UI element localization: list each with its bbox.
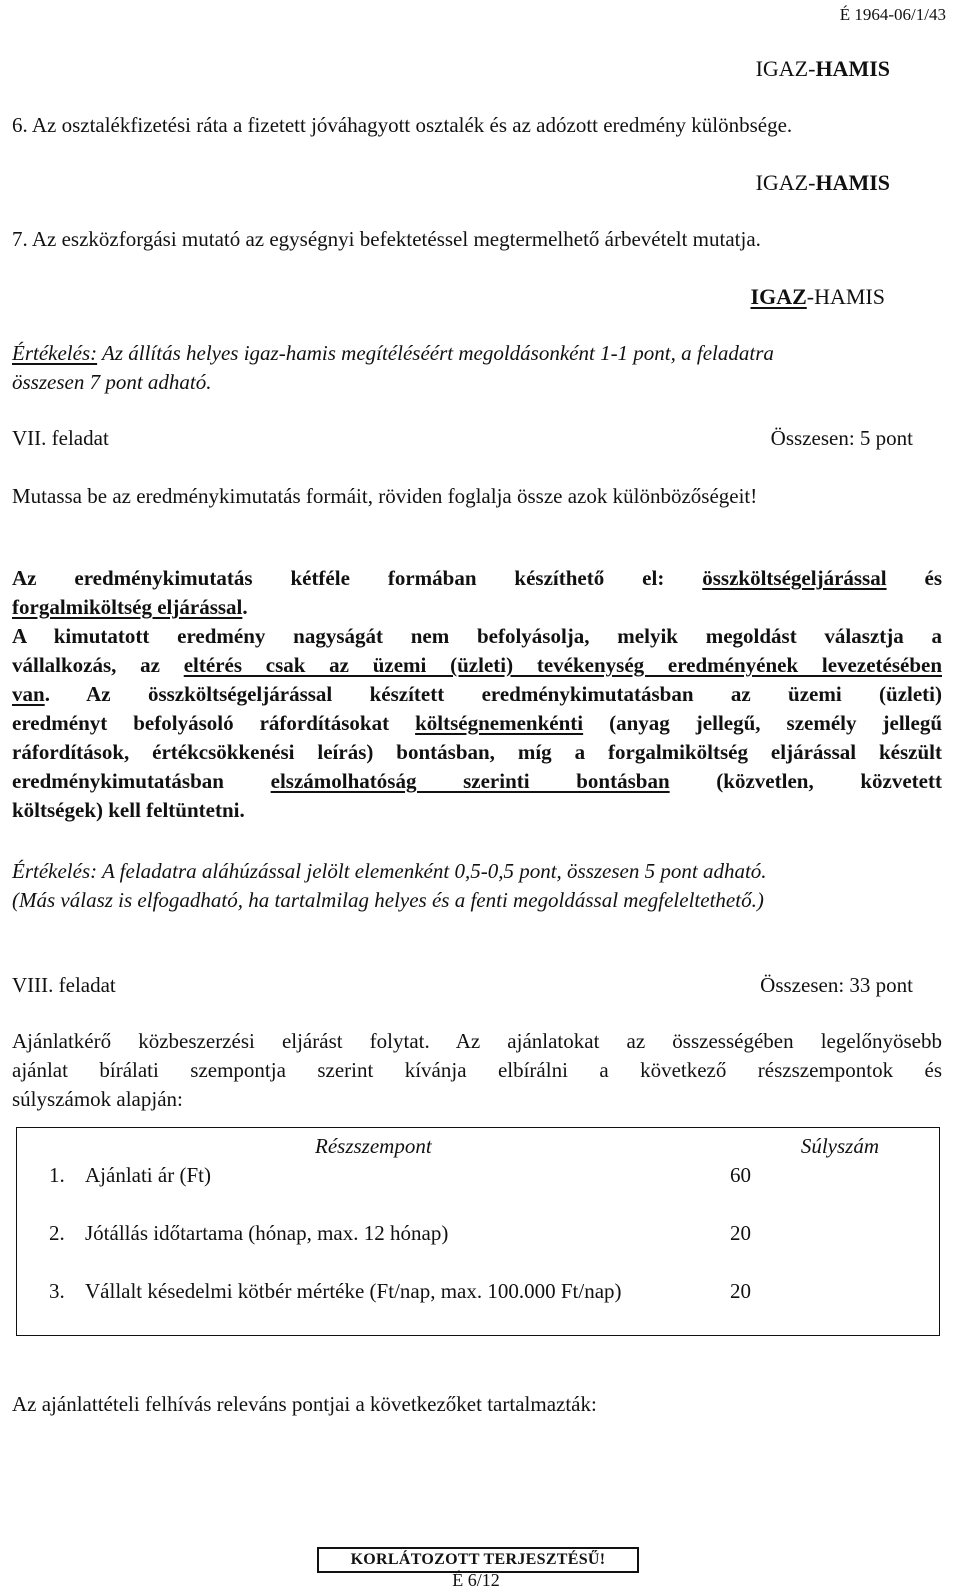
restricted-distribution-box: KORLÁTOZOTT TERJESZTÉSŰ! xyxy=(317,1547,639,1573)
answer-text: vállalkozás, az xyxy=(12,653,184,677)
answer-line xyxy=(12,651,942,680)
answer-suffix: -HAMIS xyxy=(806,284,885,309)
table-spacer xyxy=(17,1306,940,1336)
answer-key-element: elszámolhatóság szerinti bontásban xyxy=(270,769,670,793)
task-7-title: VII. feladat xyxy=(12,426,109,450)
header-weight: Súlyszám xyxy=(800,1134,879,1158)
evaluation-6-line-1 xyxy=(12,343,774,364)
answer-text: (közvetlen, közvetett xyxy=(669,769,942,793)
answer-key-element: van xyxy=(12,682,45,706)
intro-line: Ajánlatkérő közbeszerzési eljárást folytat. Az ajánlatokat az összességében legelőnyösebb xyxy=(12,1029,942,1053)
answer-text: (anyag jellegű, személy jellegű xyxy=(583,711,942,735)
page-number: É 6/12 xyxy=(452,1570,500,1590)
answer-line xyxy=(12,709,942,738)
document-code: É 1964-06/1/43 xyxy=(839,5,946,24)
answer-key-element: költségnemenkénti xyxy=(415,711,584,735)
evaluation-label: Értékelés: xyxy=(12,341,98,365)
answer-key-element: összköltségeljárással xyxy=(702,566,887,590)
table-spacer xyxy=(17,1248,940,1277)
row-label: Vállalt késedelmi kötbér mértéke (Ft/nap, max. 100.000 Ft/nap) xyxy=(85,1279,622,1303)
answer-key-element: forgalmiköltség eljárással xyxy=(12,595,243,619)
task-7-answer xyxy=(12,564,942,825)
answer-line xyxy=(12,593,942,622)
task-7-question: Mutassa be az eredménykimutatás formáit, röviden foglalja össze azok különbözőségeit! xyxy=(12,484,758,508)
task-7-evaluation-line-2: (Más válasz is elfogadható, ha tartalmilag helyes és a fenti megoldással megfeleltethető.) xyxy=(12,888,764,912)
task-7-evaluation-line-1: Értékelés: A feladatra aláhúzással jelölt elemenként 0,5-0,5 pont, összesen 5 pont adható. xyxy=(12,859,767,883)
answer-correct: HAMIS xyxy=(815,56,890,81)
table-row xyxy=(17,1277,940,1306)
intro-line: ajánlat bírálati szempontja szerint kívánja elbírálni a következő részszempontok és xyxy=(12,1058,942,1082)
answer-text: . xyxy=(242,595,248,619)
question-6: 6. Az osztalékfizetési ráta a fizetett jóváhagyott osztalék és az adózott eredmény különbsége. xyxy=(12,113,793,137)
row-number: 2. xyxy=(49,1221,65,1245)
row-label: Jótállás időtartama (hónap, max. 12 hónap) xyxy=(85,1221,449,1245)
answer-prefix: IGAZ- xyxy=(755,56,816,81)
answer-line: ráfordítások, értékcsökkenési leírás) bontásban, míg a forgalmiköltség eljárással készült xyxy=(12,740,942,764)
answer-line xyxy=(12,564,942,593)
criterion-cell xyxy=(17,1219,710,1248)
row-label: Ajánlati ár (Ft) xyxy=(85,1163,211,1187)
answer-prefix: IGAZ- xyxy=(755,170,816,195)
task-8-intro xyxy=(12,1027,942,1114)
table-row xyxy=(17,1161,940,1190)
table-header-row xyxy=(17,1128,940,1162)
answer-key-element: eltérés csak az üzemi (üzleti) tevékenység eredményének levezetésében xyxy=(183,653,942,677)
answer-text: . Az összköltségeljárással készített eredménykimutatásban az üzemi (üzleti) xyxy=(44,682,942,706)
table-spacer xyxy=(17,1190,940,1219)
evaluation-6-line-2: összesen 7 pont adható. xyxy=(12,370,212,394)
task-8-points: Összesen: 33 pont xyxy=(760,973,913,997)
answer-line xyxy=(12,680,942,709)
header-criterion: Részszempont xyxy=(315,1134,432,1158)
weight-cell: 20 xyxy=(730,1221,751,1245)
answer-text: eredménykimutatásban xyxy=(12,769,271,793)
table-row xyxy=(17,1219,940,1248)
answer-6-true-false xyxy=(756,172,890,194)
answer-line: költségek) kell feltüntetni. xyxy=(12,798,245,822)
criterion-cell xyxy=(17,1161,710,1190)
task-8-closing: Az ajánlattételi felhívás releváns pontjai a következőket tartalmazták: xyxy=(12,1392,597,1416)
answer-correct: IGAZ xyxy=(750,284,807,309)
weight-cell: 60 xyxy=(730,1163,751,1187)
answer-text: és xyxy=(886,566,942,590)
answer-line: A kimutatott eredmény nagyságát nem befolyásolja, melyik megoldást választja a xyxy=(12,624,942,648)
weight-cell: 20 xyxy=(730,1279,751,1303)
answer-text: eredményt befolyásoló ráfordításokat xyxy=(12,711,416,735)
answer-correct: HAMIS xyxy=(815,170,890,195)
intro-line: súlyszámok alapján: xyxy=(12,1087,183,1111)
answer-7-true-false xyxy=(751,286,885,308)
criterion-cell xyxy=(17,1277,710,1306)
criteria-table xyxy=(16,1127,940,1336)
task-8-title: VIII. feladat xyxy=(12,973,116,997)
answer-5-true-false xyxy=(756,58,890,80)
task-7-points: Összesen: 5 pont xyxy=(770,426,913,450)
answer-text: Az eredménykimutatás kétféle formában készíthető el: xyxy=(12,566,703,590)
row-number: 3. xyxy=(49,1279,65,1303)
row-number: 1. xyxy=(49,1163,65,1187)
question-7: 7. Az eszközforgási mutató az egységnyi befektetéssel megtermelhető árbevételt mutatja. xyxy=(12,227,761,251)
evaluation-text: Az állítás helyes igaz-hamis megítéléséért megoldásonként 1-1 pont, a feladatra xyxy=(97,341,774,365)
answer-line xyxy=(12,767,942,796)
